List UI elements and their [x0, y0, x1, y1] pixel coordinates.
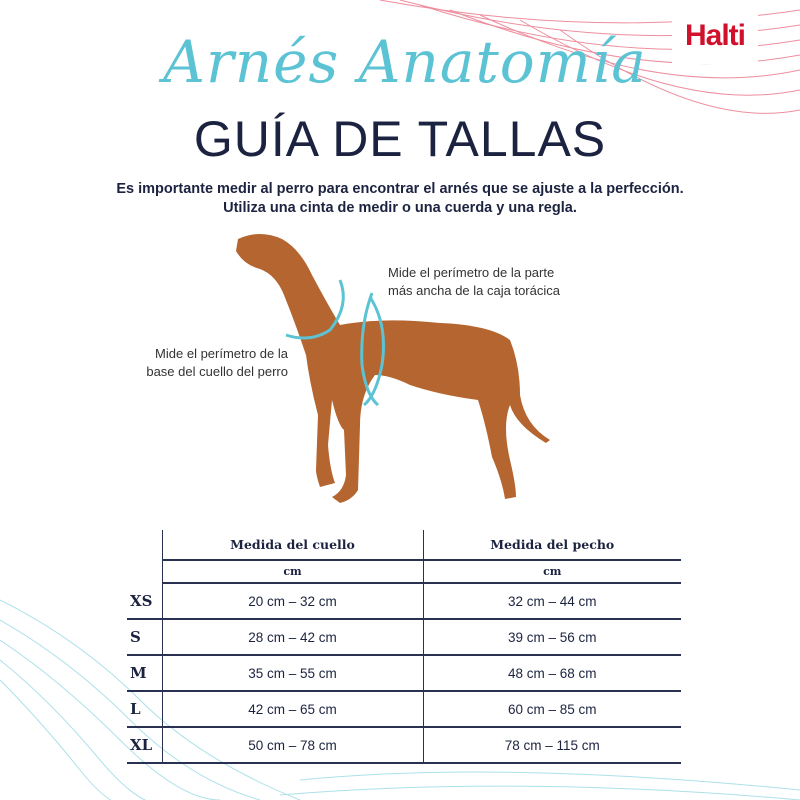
header-chest: Medida del pecho: [423, 530, 681, 560]
intro-text: Es importante medir al perro para encontrar el arnés que se ajuste a la perfección. Utiliza una cinta de medir o una cuerda y una regla.: [116, 181, 684, 216]
chest-measure-note: Mide el perímetro de la parte más ancha de la caja torácica: [388, 265, 560, 298]
product-title: Arnés Anatomía: [163, 28, 647, 96]
size-table: [127, 530, 681, 764]
table-row: M 35 cm – 55 cm 48 cm – 68 cm: [127, 655, 681, 691]
unit-neck: cm: [162, 560, 423, 583]
unit-chest: cm: [423, 560, 681, 583]
table-row: XL 50 cm – 78 cm 78 cm – 115 cm: [127, 727, 681, 763]
page-title: GUÍA DE TALLAS: [193, 111, 607, 167]
neck-measure-note: Mide el perímetro de la base del cuello del perro: [146, 346, 288, 379]
halti-logo: Halti: [672, 8, 758, 64]
table-row: S 28 cm – 42 cm 39 cm – 56 cm: [127, 619, 681, 655]
table-row: L 42 cm – 65 cm 60 cm – 85 cm: [127, 691, 681, 727]
table-row: XS 20 cm – 32 cm 32 cm – 44 cm: [127, 583, 681, 619]
header-neck: Medida del cuello: [162, 530, 423, 560]
